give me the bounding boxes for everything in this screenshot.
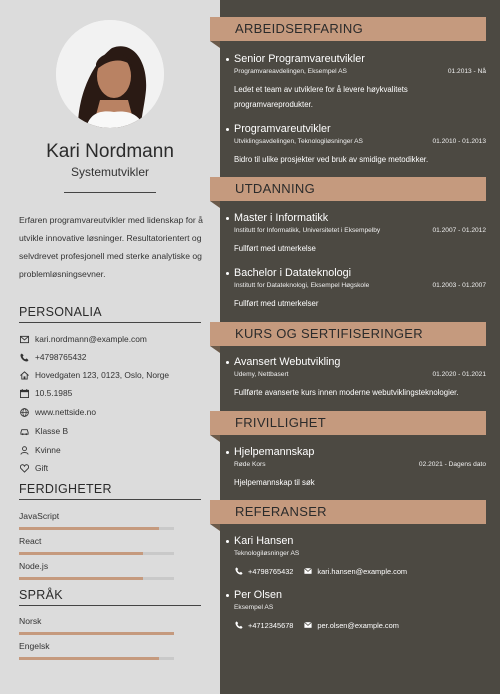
languages-heading: SPRÅK	[19, 588, 201, 606]
section-banner-courses: KURS OG SERTIFISERINGER	[210, 322, 486, 346]
entry-description: Fullførte avanserte kurs innen moderne webutviklingsteknologier.	[234, 388, 459, 397]
email-icon	[303, 566, 313, 576]
divider	[64, 192, 156, 193]
entry-org: Institutt for Datateknologi, Eksempel Høgskole	[234, 282, 370, 289]
language-item: Engelsk	[19, 641, 179, 651]
personal-item: Klasse B	[19, 424, 68, 438]
reference-email[interactable]: kari.hansen@example.com	[317, 566, 408, 576]
personal-item: 10.5.1985	[19, 386, 72, 400]
entry-description: Hjelpemannskap til søk	[234, 478, 315, 487]
language-level-bar	[19, 632, 174, 635]
email-icon	[19, 334, 30, 345]
reference-entry	[226, 535, 488, 576]
entry-date: 01.2020 - 01.2021	[432, 371, 486, 378]
entry-title: Master i Informatikk	[234, 212, 329, 224]
skill-item: JavaScript	[19, 511, 179, 521]
personal-item: Kvinne	[19, 443, 61, 457]
personal-item: Hovedgaten 123, 0123, Oslo, Norge	[19, 368, 169, 382]
skill-level-bar	[19, 527, 159, 530]
section-banner-references: REFERANSER	[210, 500, 486, 524]
section-banner-experience: ARBEIDSERFARING	[210, 17, 486, 41]
reference-name: Per Olsen	[234, 589, 283, 601]
phone-icon	[234, 566, 244, 576]
entry-title: Senior Programvareutvikler	[234, 53, 365, 65]
personal-item: Gift	[19, 461, 48, 475]
section-banner-education: UTDANNING	[210, 177, 486, 201]
phone-icon	[234, 620, 244, 630]
language-level-bar	[19, 657, 159, 660]
profile-summary: Erfaren programvareutvikler med lidenskap for å utvikle innovative løsninger. Resultatorientert og selvdrevet profesjonell med sterke analytiske og problemløsningsevner.	[19, 215, 203, 279]
entry-description: Bidro til ulike prosjekter ved bruk av smidige metodikker.	[234, 155, 429, 164]
car-icon	[19, 426, 30, 437]
left-column	[0, 0, 220, 694]
experience-entry	[226, 123, 488, 167]
profile-photo	[56, 20, 164, 128]
experience-entry	[226, 53, 488, 112]
reference-email[interactable]: per.olsen@example.com	[317, 620, 399, 630]
user-icon	[19, 445, 30, 456]
education-entry	[226, 267, 488, 311]
entry-description: Fullført med utmerkelse	[234, 244, 316, 253]
entry-title: Bachelor i Datateknologi	[234, 267, 352, 279]
language-item: Norsk	[19, 616, 179, 626]
reference-org: Eksempel AS	[234, 604, 274, 611]
personal-item: www.nettside.no	[19, 405, 96, 419]
entry-title: Avansert Webutvikling	[234, 356, 341, 368]
entry-org: Programvareavdelingen, Eksempel AS	[234, 68, 347, 75]
entry-org: Institutt for Informatikk, Universitetet i Eksempelby	[234, 227, 381, 234]
entry-title: Hjelpemannskap	[234, 446, 315, 458]
entry-org: Udemy, Nettbasert	[234, 371, 289, 378]
skill-item: Node.js	[19, 561, 179, 571]
entry-org: Røde Kors	[234, 461, 266, 468]
entry-description: Ledet et team av utviklere for å levere høykvalitets programvareprodukter.	[234, 85, 408, 109]
section-banner-volunteer: FRIVILLIGHET	[210, 411, 486, 435]
entry-date: 01.2007 - 01.2012	[432, 227, 486, 234]
personal-item: kari.nordmann@example.com	[19, 332, 147, 346]
entry-date: 01.2013 - Nå	[447, 68, 486, 75]
skill-item: React	[19, 536, 179, 546]
heart-icon	[19, 463, 30, 474]
email-icon	[303, 620, 313, 630]
volunteer-entry	[226, 446, 488, 490]
globe-icon	[19, 407, 30, 418]
entry-title: Programvareutvikler	[234, 123, 331, 135]
profile-title: Systemutvikler	[70, 165, 150, 179]
skills-heading: FERDIGHETER	[19, 482, 201, 500]
reference-org: Teknologiløsninger AS	[234, 550, 300, 557]
phone-icon	[19, 352, 30, 363]
entry-date: 01.2010 - 01.2013	[432, 138, 486, 145]
calendar-icon	[19, 388, 30, 399]
profile-name: Kari Nordmann	[46, 141, 174, 162]
entry-org: Utviklingsavdelingen, Teknologiløsninger AS	[234, 138, 363, 145]
entry-date: 02.2021 - Dagens dato	[418, 461, 486, 468]
personal-heading: PERSONALIA	[19, 305, 201, 323]
skill-level-bar	[19, 577, 143, 580]
course-entry	[226, 356, 488, 400]
entry-date: 01.2003 - 01.2007	[432, 282, 486, 289]
entry-description: Fullført med utmerkelser	[234, 299, 319, 308]
personal-item: +4798765432	[19, 350, 86, 364]
home-icon	[19, 370, 30, 381]
reference-phone: +4798765432	[248, 566, 294, 576]
skill-level-bar	[19, 552, 143, 555]
reference-phone: +4712345678	[248, 620, 294, 630]
education-entry	[226, 212, 488, 256]
reference-name: Kari Hansen	[234, 535, 294, 547]
reference-entry	[226, 589, 488, 630]
